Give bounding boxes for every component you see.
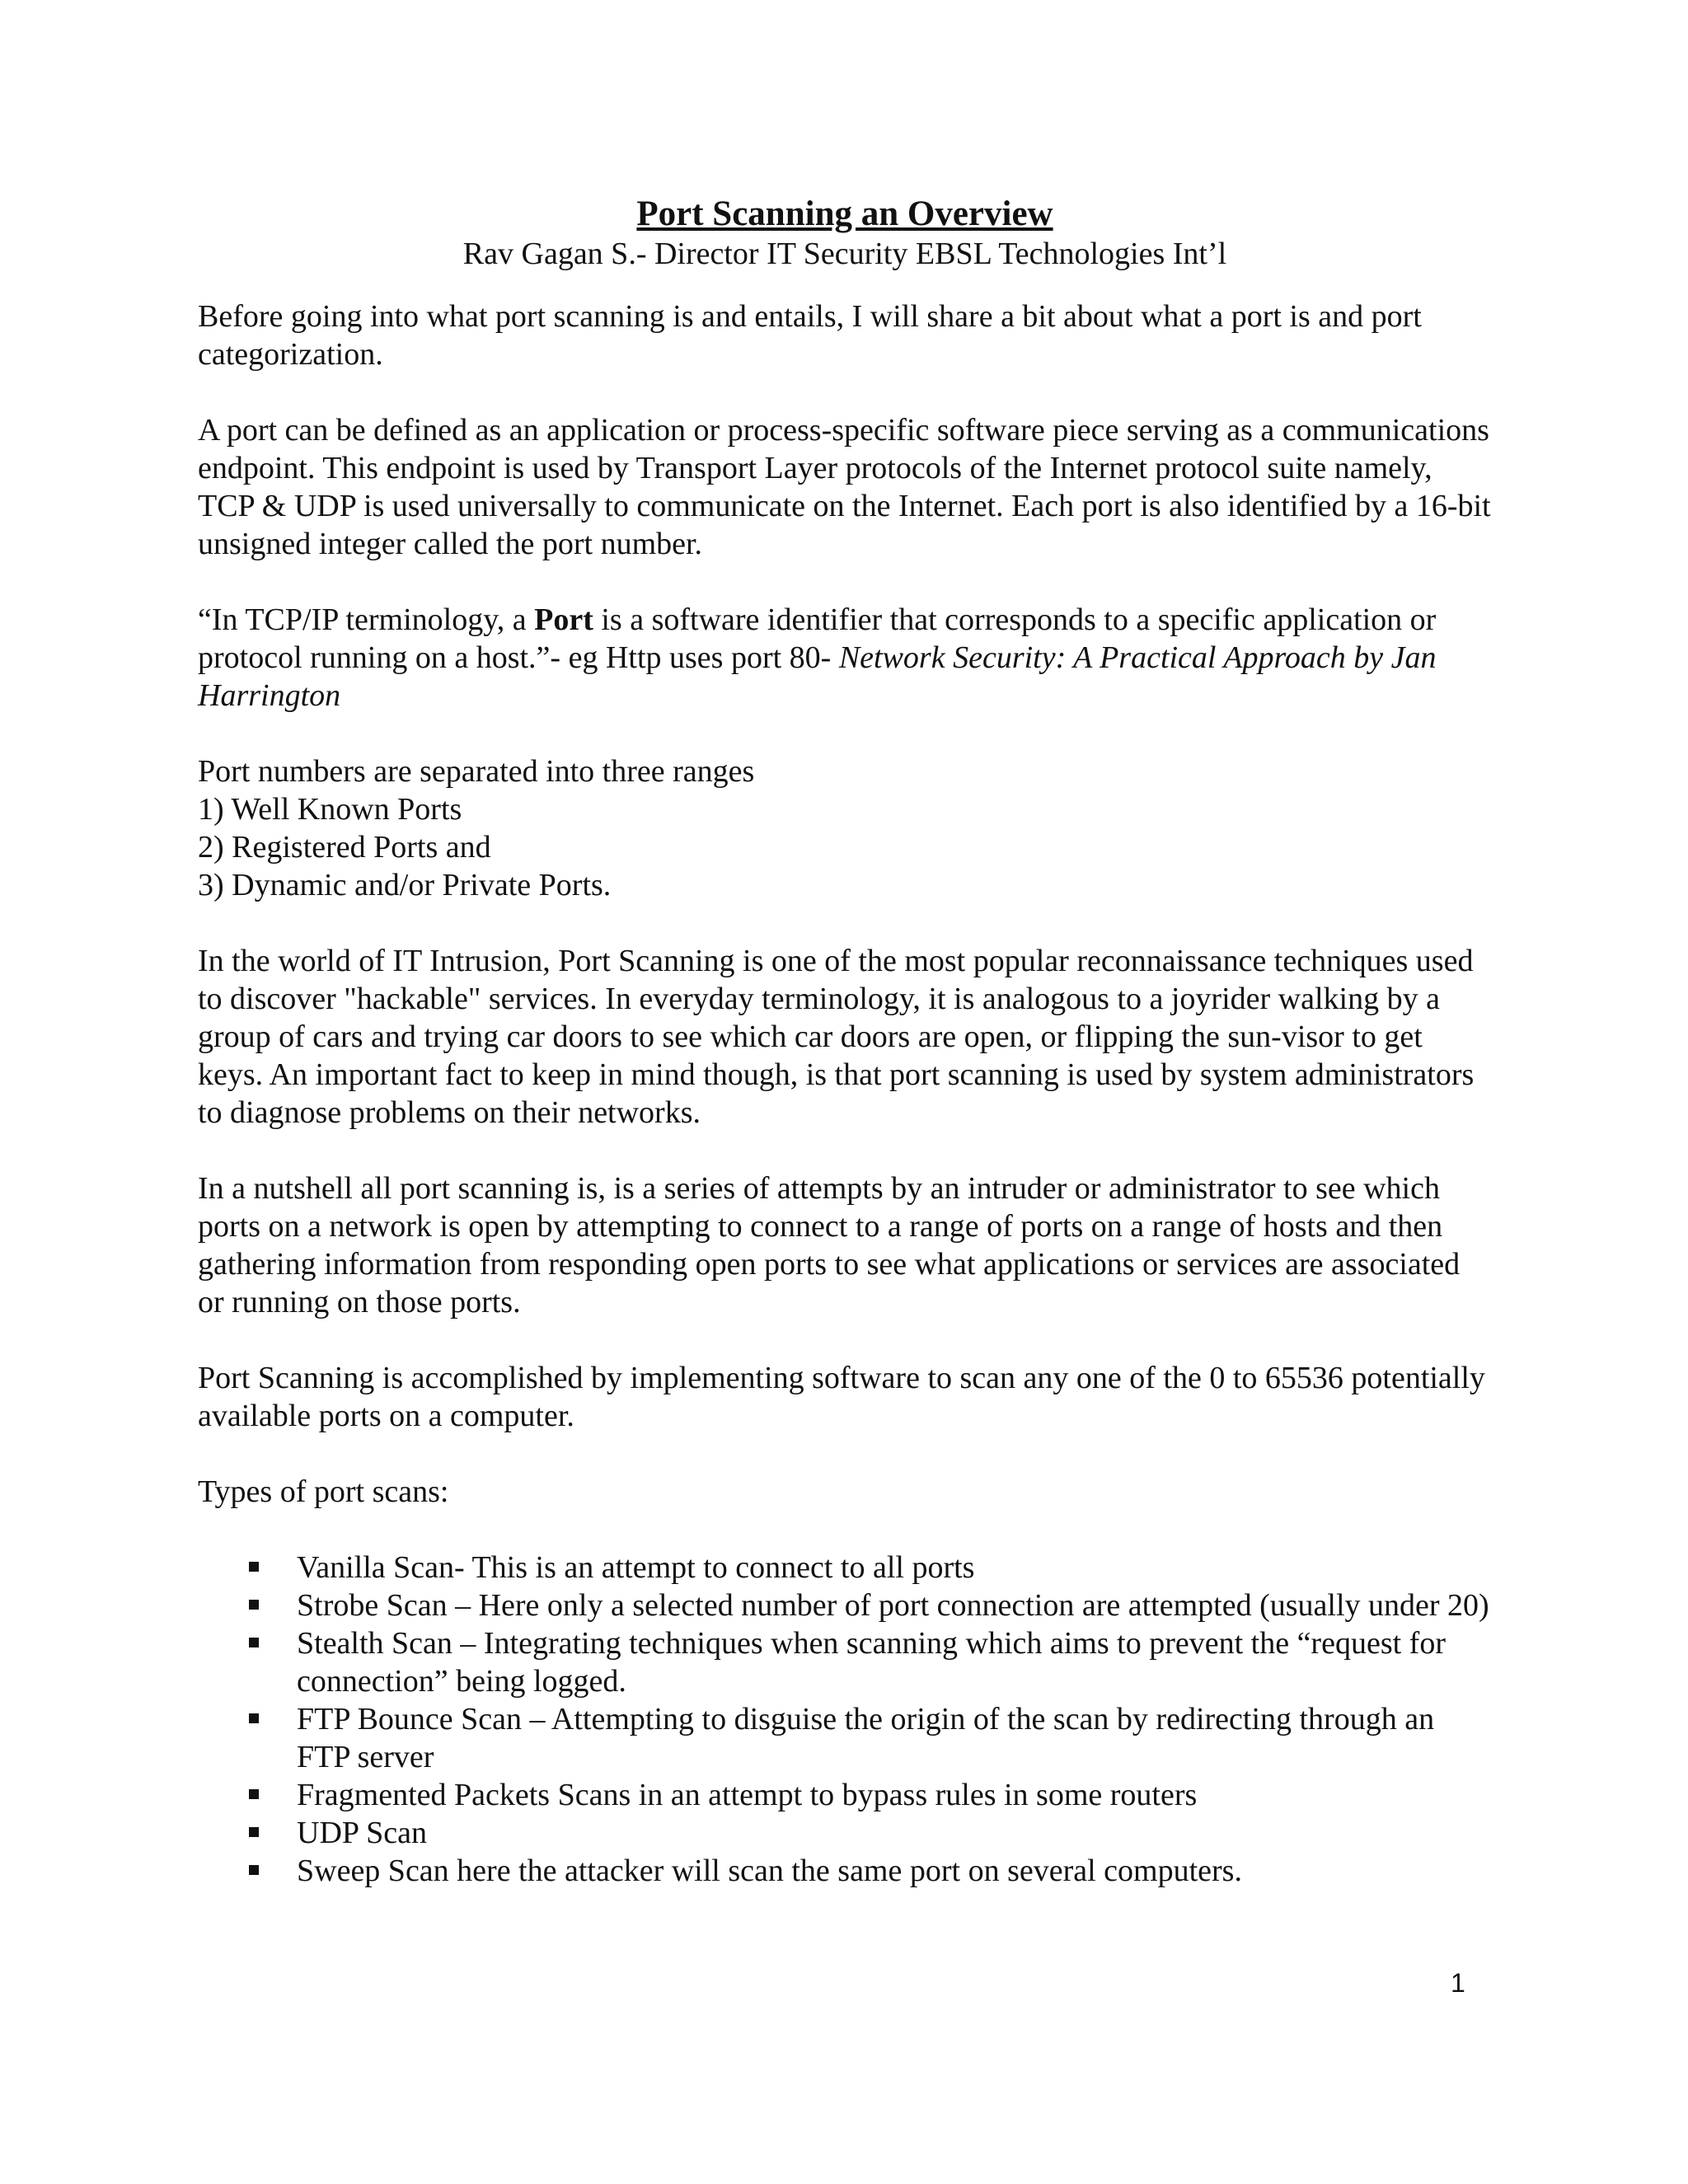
list-item (198, 1624, 1492, 1700)
list-item-text: UDP Scan (297, 1816, 427, 1850)
list-item-text: FTP Bounce Scan – Attempting to disguise the origin of the scan by redirecting through an FTP server (297, 1702, 1435, 1774)
intro-paragraph: Before going into what port scanning is and entails, I will share a bit about what a port is and port categorization. (198, 299, 1422, 372)
page-number: 1 (1451, 1968, 1465, 1998)
list-item (198, 1814, 1492, 1852)
square-bullet-icon (249, 1789, 259, 1799)
intrusion-paragraph: In the world of IT Intrusion, Port Scanning is one of the most popular reconnaissance techniques used to discover "hackable" services. In everyday terminology, it is analogous to a joyrider walking by a group of cars and trying car doors to see which car doors are open, or flipping the sun-visor to get keys. An important fact to keep in mind though, is that port scanning is used by system administrators to diagnose problems on their networks. (198, 944, 1475, 1130)
quote-paragraph (198, 601, 1492, 715)
range-item: 3) Dynamic and/or Private Ports. (198, 868, 612, 902)
nutshell-paragraph: In a nutshell all port scanning is, is a series of attempts by an intruder or administrator to see which ports on a network is open by attempting to connect to a range of ports on a range of hosts and then gathering information from responding open ports to see what applications or services are associated or running on those ports. (198, 1171, 1461, 1319)
range-item: 2) Registered Ports and (198, 830, 491, 865)
author-line: Rav Gagan S.- Director IT Security EBSL Technologies Int’l (462, 237, 1227, 271)
square-bullet-icon (249, 1827, 259, 1837)
square-bullet-icon (249, 1865, 259, 1875)
document-page (198, 194, 1492, 1890)
list-item (198, 1700, 1492, 1776)
quote-bold-term: Port (534, 602, 593, 637)
quote-text-start: “In TCP/IP terminology, a (198, 602, 535, 637)
list-item-text: Stealth Scan – Integrating techniques when scanning which aims to prevent the “request for connection” being logged. (297, 1626, 1446, 1699)
square-bullet-icon (249, 1638, 259, 1647)
list-item-text: Vanilla Scan- This is an attempt to connect to all ports (297, 1550, 975, 1585)
port-ranges-block (198, 752, 1492, 904)
list-item-text: Fragmented Packets Scans in an attempt to bypass rules in some routers (297, 1778, 1198, 1812)
list-item (198, 1852, 1492, 1890)
accomplished-paragraph: Port Scanning is accomplished by implementing software to scan any one of the 0 to 65536 potentially available ports on a computer. (198, 1361, 1485, 1433)
quote-text-end: is a software identifier that corresponds to a specific application or protocol running on a host.”- eg Http uses port 80- (198, 602, 1437, 675)
list-item-text: Strobe Scan – Here only a selected number of port connection are attempted (usually under 20) (297, 1588, 1489, 1623)
range-item: 1) Well Known Ports (198, 792, 462, 827)
ranges-intro: Port numbers are separated into three ranges (198, 754, 755, 789)
square-bullet-icon (249, 1713, 259, 1723)
quote-citation: Network Security: A Practical Approach by Jan Harrington (198, 640, 1437, 713)
square-bullet-icon (249, 1562, 259, 1572)
types-heading: Types of port scans: (198, 1474, 449, 1509)
list-item (198, 1549, 1492, 1586)
list-item (198, 1586, 1492, 1624)
list-item (198, 1776, 1492, 1814)
document-title: Port Scanning an Overview (636, 194, 1053, 233)
square-bullet-icon (249, 1600, 259, 1610)
port-definition-paragraph: A port can be defined as an application or process-specific software piece serving as a communications endpoint. This endpoint is used by Transport Layer protocols of the Internet protocol suite namely, TCP & UDP is used universally to communicate on the Internet. Each port is also identified by a 16-bit unsigned integer called the port number. (198, 413, 1491, 561)
list-item-text: Sweep Scan here the attacker will scan the same port on several computers. (297, 1854, 1242, 1888)
scan-types-list (198, 1549, 1492, 1890)
